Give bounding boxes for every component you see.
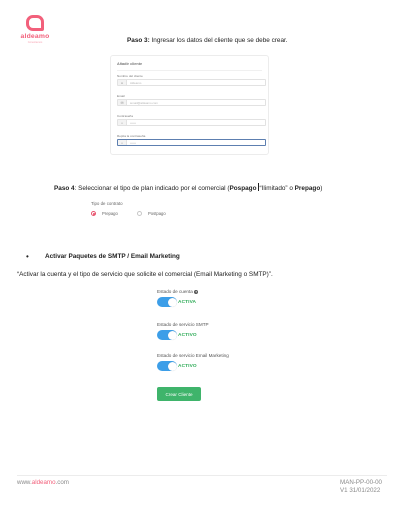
email-input[interactable]: [117, 99, 266, 106]
step-3-prefix: Paso 3:: [127, 37, 150, 44]
account-status-state: ACTIVA: [178, 299, 197, 305]
email-marketing-status-label: Estado de servicio Email Marketing: [157, 353, 229, 358]
toggle-knob: [168, 298, 177, 307]
repeat-password-input[interactable]: [117, 139, 266, 146]
step-3-instruction: [127, 37, 288, 44]
account-status-label: [157, 289, 198, 294]
repeat-password-placeholder: ••••••: [130, 140, 137, 145]
email-icon: ✉: [118, 100, 127, 105]
client-name-group: [117, 74, 266, 86]
password-group: [117, 114, 266, 126]
document-code-id: MAN-PP-00-00: [340, 479, 382, 486]
toggle-switch: [157, 330, 177, 340]
toggle-knob: [168, 362, 177, 371]
form-divider: [117, 70, 262, 71]
repeat-password-group: [117, 134, 266, 146]
form-title: Añadir cliente: [117, 62, 143, 66]
logo-tagline: Conectamos: [27, 41, 43, 44]
toggle-switch: [157, 361, 177, 371]
email-label: Email: [117, 94, 125, 98]
document-code: [340, 479, 382, 494]
step-4-option-1: Pospago: [229, 185, 257, 192]
step-4-text: : Seleccionar el tipo de plan indicado por el comercial (: [74, 185, 230, 192]
footer-url-brand: aldeamo: [31, 479, 56, 486]
email-marketing-status-toggle[interactable]: [157, 361, 197, 371]
logo-mark-icon: [26, 15, 44, 31]
user-icon: ☺: [118, 80, 127, 85]
password-placeholder: ••••••: [130, 120, 137, 125]
radio-unselected-icon: [137, 211, 142, 216]
bullet-point: •: [26, 252, 29, 261]
client-name-label: Nombre del cliente: [117, 74, 143, 78]
step-4-option-2: Prepago: [294, 185, 321, 192]
step-3-text: Ingresar los datos del cliente que se debe crear.: [149, 37, 288, 44]
footer-website[interactable]: [17, 479, 69, 486]
text-cursor: [258, 183, 259, 191]
client-name-input[interactable]: [117, 79, 266, 86]
document-version: V1 31/01/2022: [340, 486, 381, 494]
lock-icon: ⌂: [118, 120, 127, 125]
step-4-middle: “Ilimitado” o: [259, 185, 295, 192]
aldeamo-logo: [17, 15, 53, 44]
repeat-password-label: Repita la contraseña: [117, 134, 146, 138]
contract-type-label: Tipo de contrato: [91, 201, 123, 206]
add-client-form: [110, 55, 269, 155]
footer-url-suffix: .com: [55, 479, 69, 486]
step-4-end: ): [320, 185, 323, 192]
client-name-placeholder: Aldeamo: [130, 80, 142, 85]
info-icon: ?: [195, 290, 198, 294]
step-4-prefix: Paso 4: [54, 185, 75, 192]
email-placeholder: iemail@aldeamo.com: [130, 100, 158, 105]
smtp-section-title: Activar Paquetes de SMTP / Email Marketing: [45, 253, 180, 260]
smtp-status-state: ACTIVO: [178, 332, 197, 338]
smtp-section-description: “Activar la cuenta y el tipo de servicio que solicite el comercial (Email Marketing o SMTP)”.: [17, 271, 273, 278]
radio-prepago[interactable]: [91, 211, 118, 216]
logo-name: aldeamo: [20, 33, 50, 40]
radio-postpago[interactable]: [137, 211, 166, 216]
account-status-text: Estado de cuenta: [157, 289, 193, 294]
radio-selected-icon: [91, 211, 96, 216]
password-input[interactable]: [117, 119, 266, 126]
account-status-toggle[interactable]: [157, 297, 196, 307]
create-client-button[interactable]: Crear Cliente: [157, 387, 201, 401]
radio-prepago-label: Prepago: [102, 211, 118, 216]
email-marketing-status-state: ACTIVO: [178, 363, 197, 369]
radio-postpago-label: Postpago: [148, 211, 166, 216]
step-4-instruction: [54, 183, 322, 192]
smtp-status-label: Estado de servicio SMTP: [157, 322, 209, 327]
toggle-knob: [168, 331, 177, 340]
footer-divider: [17, 475, 387, 476]
password-label: Contraseña: [117, 114, 133, 118]
footer-url-prefix: www.: [17, 479, 32, 486]
email-group: [117, 94, 266, 106]
smtp-status-toggle[interactable]: [157, 330, 197, 340]
lock-icon: ⌂: [118, 140, 127, 145]
toggle-switch: [157, 297, 177, 307]
